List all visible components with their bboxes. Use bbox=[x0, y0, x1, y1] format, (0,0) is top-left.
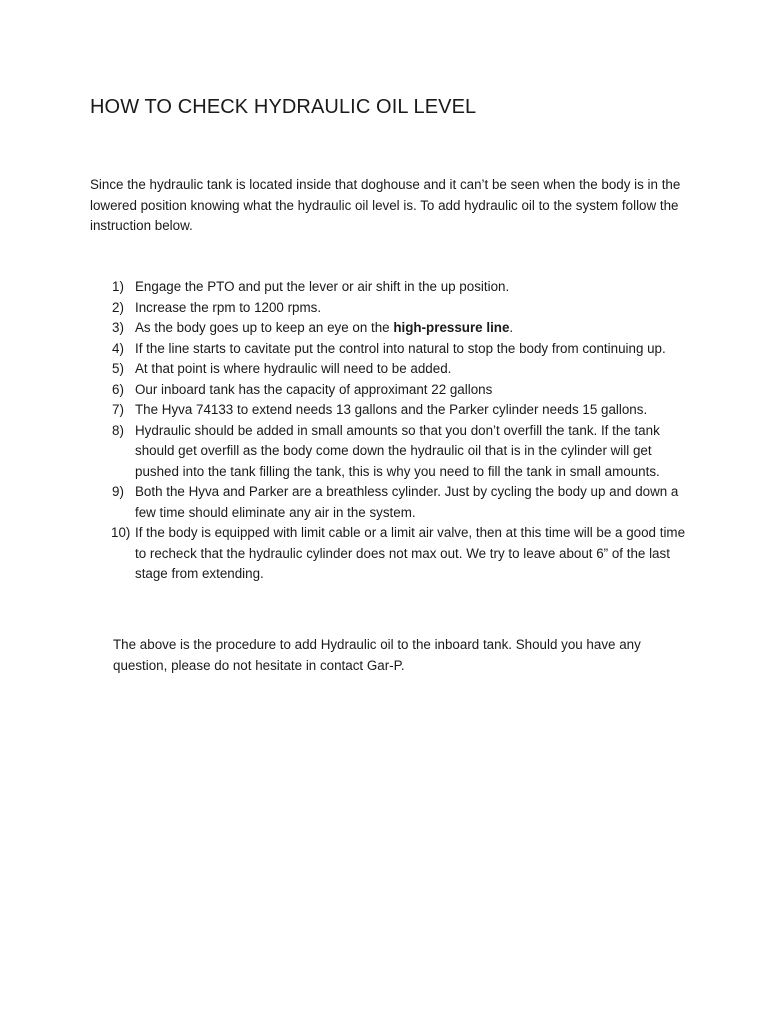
step-text bbox=[135, 320, 513, 335]
document-title: HOW TO CHECK HYDRAULIC OIL LEVEL bbox=[90, 96, 477, 118]
step-number: 8) bbox=[112, 422, 124, 438]
step-text: If the line starts to cavitate put the control into natural to stop the body from continuing up. bbox=[135, 340, 666, 356]
closing-paragraph: The above is the procedure to add Hydraulic oil to the inboard tank. Should you have any question, please do not hesitate in contact Gar-P. bbox=[113, 637, 641, 673]
intro-paragraph: Since the hydraulic tank is located inside that doghouse and it can’t be seen when the body is in the lowered position knowing what the hydraulic oil level is. To add hydraulic oil to the system follow the instruction below. bbox=[90, 177, 681, 233]
step-number: 3) bbox=[112, 320, 124, 335]
step-text: Hydraulic should be added in small amounts so that you don’t overfill the tank. If the tank should get overfill as the body come down the hydraulic oil that is in the cylinder will get pushed into the tank filling the tank, this is why you need to fill the tank in small amounts. bbox=[135, 422, 660, 479]
step-text: Increase the rpm to 1200 rpms. bbox=[135, 299, 322, 315]
step-number: 9) bbox=[112, 484, 124, 499]
list-item bbox=[90, 277, 690, 298]
list-item bbox=[90, 400, 690, 421]
list-item bbox=[90, 359, 690, 380]
step-number: 1) bbox=[112, 279, 124, 294]
step-text: Engage the PTO and put the lever or air shift in the up position. bbox=[135, 279, 510, 294]
step-number: 2) bbox=[112, 299, 124, 315]
list-item bbox=[90, 298, 690, 319]
step-text-after: . bbox=[509, 320, 514, 335]
step-number: 7) bbox=[112, 402, 124, 417]
list-item bbox=[90, 380, 690, 401]
step-text: At that point is where hydraulic will need to be added. bbox=[135, 361, 452, 376]
list-item bbox=[90, 339, 690, 360]
list-item bbox=[90, 318, 690, 339]
step-text-before: As the body goes up to keep an eye on the bbox=[135, 320, 394, 335]
step-text: Our inboard tank has the capacity of approximant 22 gallons bbox=[135, 381, 493, 397]
instruction-list bbox=[90, 277, 690, 585]
list-item bbox=[90, 482, 690, 523]
step-text-bold: high-pressure line bbox=[393, 320, 510, 335]
list-item bbox=[90, 523, 690, 585]
step-text: Both the Hyva and Parker are a breathless cylinder. Just by cycling the body up and down a few time should eliminate any air in the system. bbox=[135, 484, 679, 520]
step-number: 6) bbox=[112, 381, 124, 397]
step-number: 5) bbox=[112, 361, 124, 376]
step-text: The Hyva 74133 to extend needs 13 gallons and the Parker cylinder needs 15 gallons. bbox=[135, 402, 648, 417]
step-number: 10) bbox=[111, 525, 131, 540]
step-text: If the body is equipped with limit cable or a limit air valve, then at this time will be a good time to recheck that the hydraulic cylinder does not max out. We try to leave about 6” of the last stage from extending. bbox=[135, 525, 686, 581]
list-item bbox=[90, 421, 690, 483]
step-number: 4) bbox=[112, 340, 124, 356]
